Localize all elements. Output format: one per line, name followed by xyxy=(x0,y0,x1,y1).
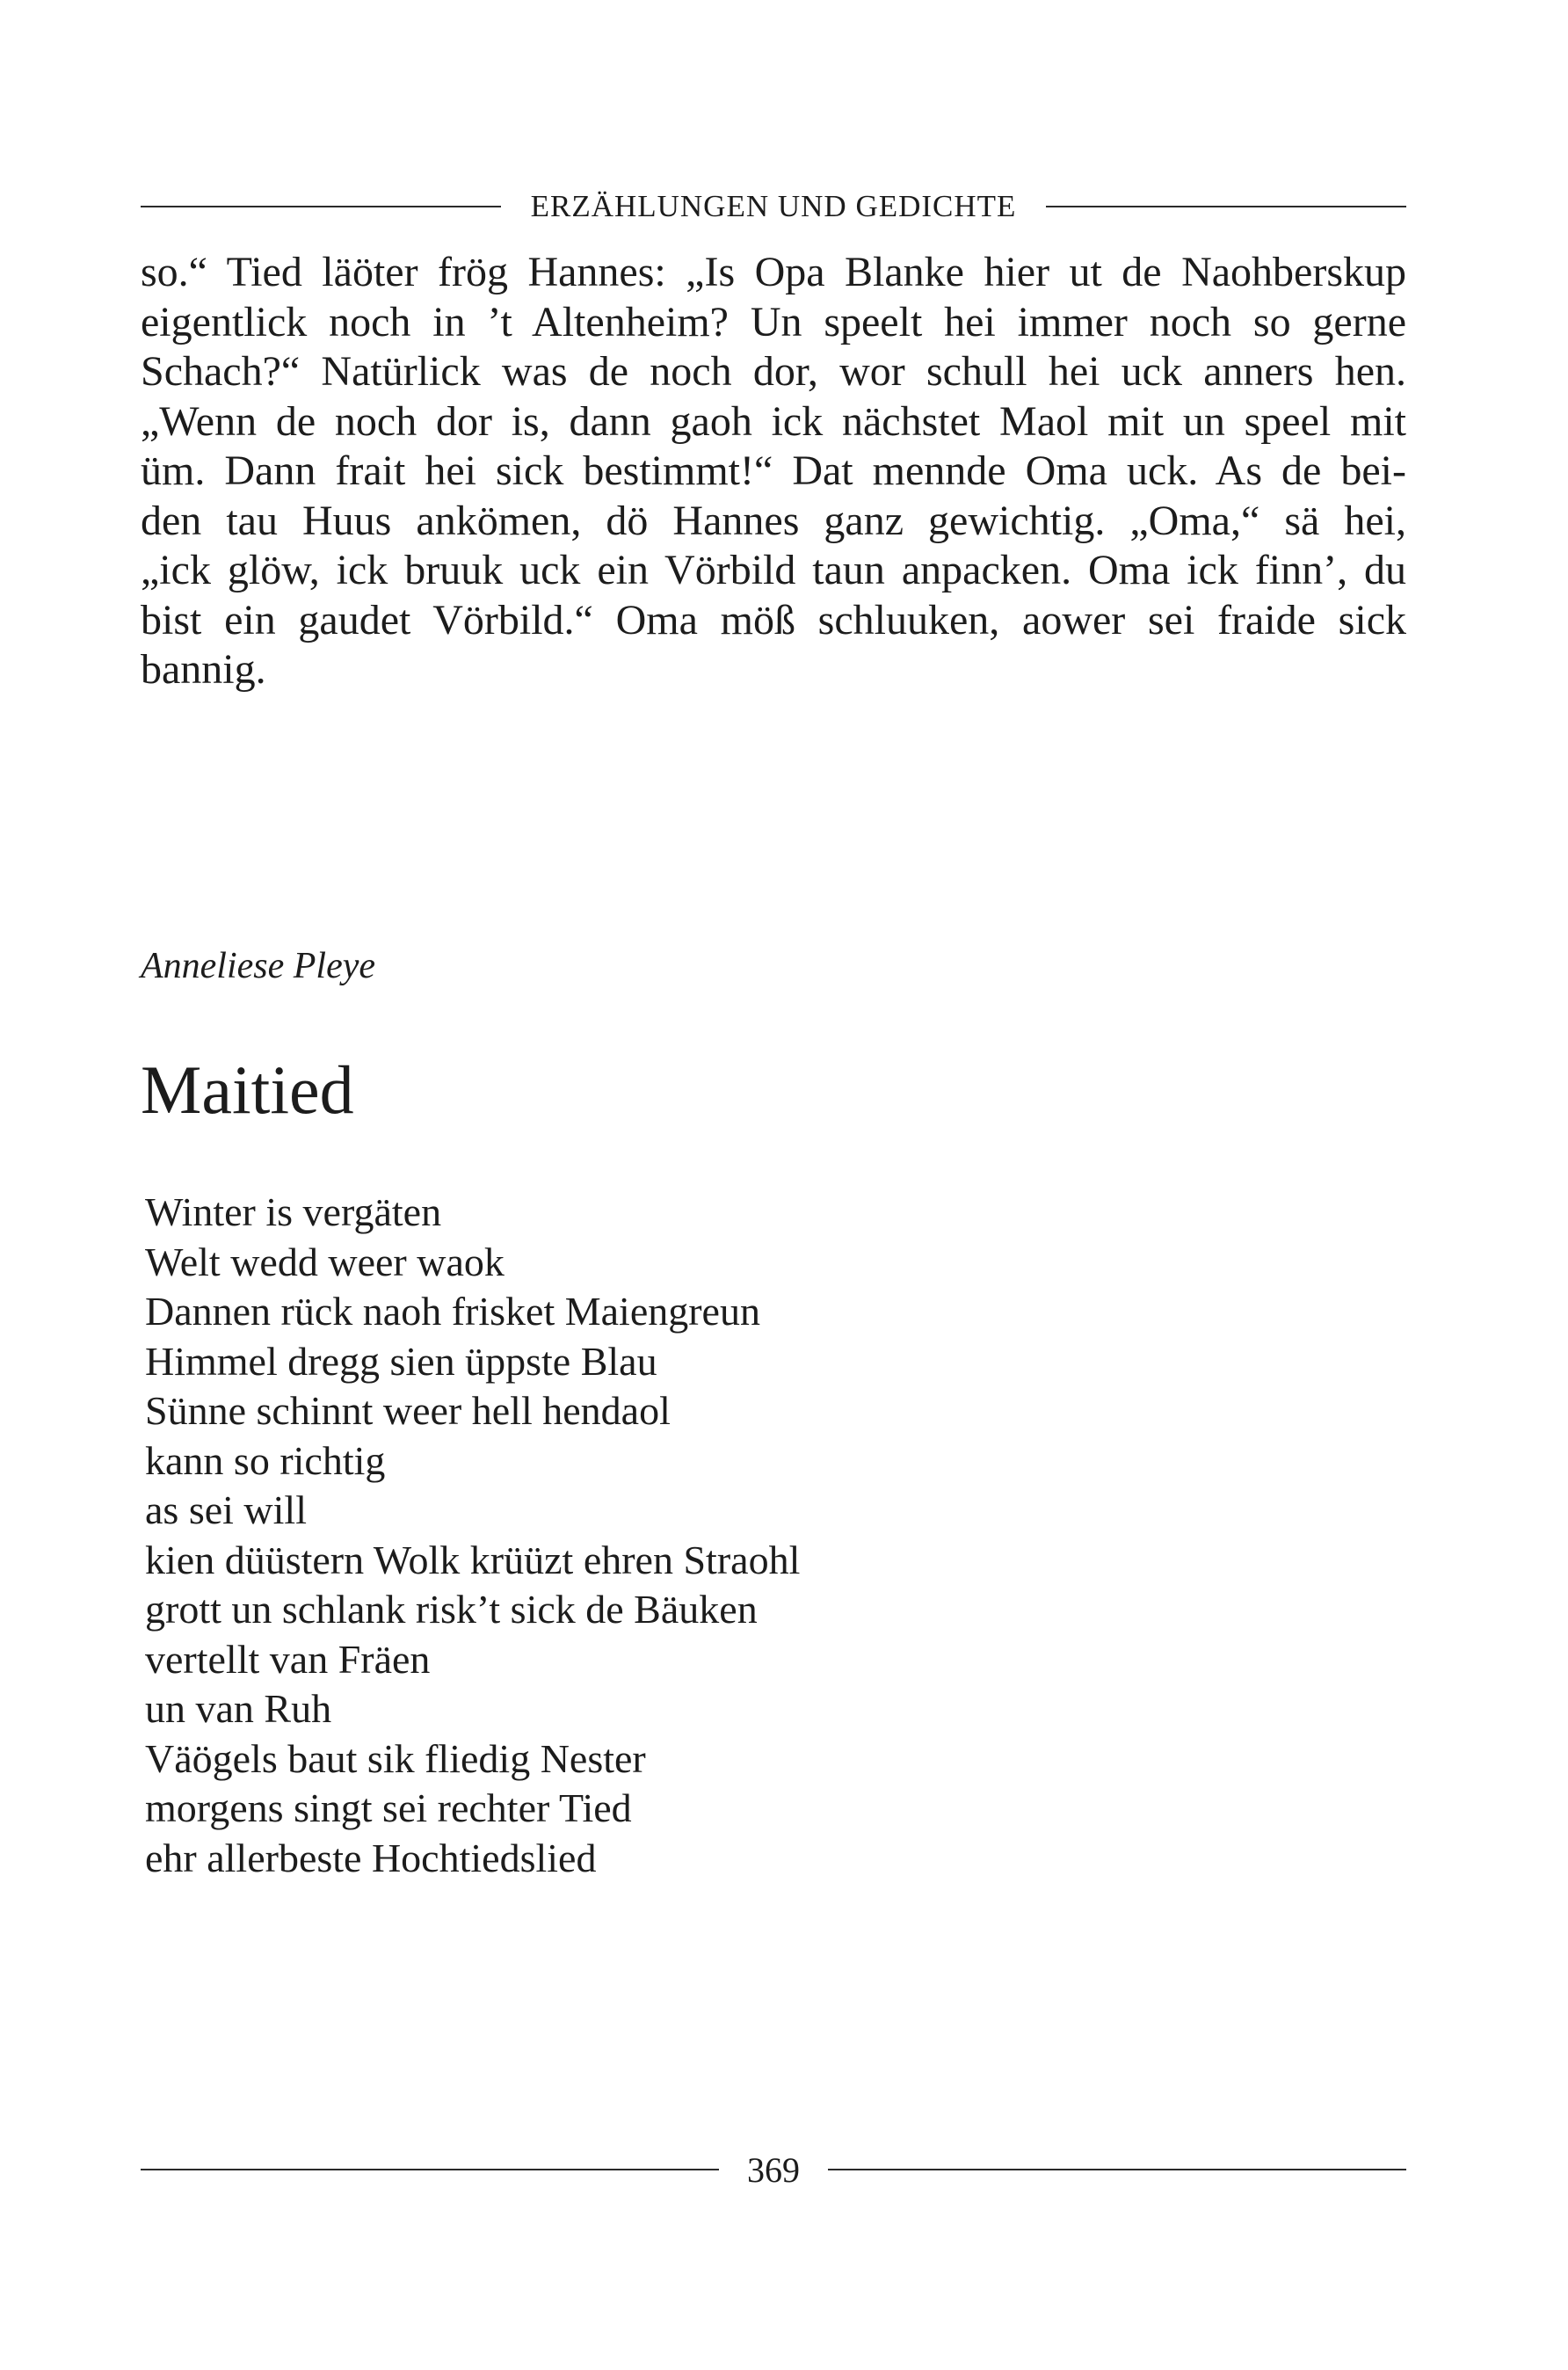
poem-line: un van Ruh xyxy=(145,1686,332,1731)
prose-line: Schach?“ Natürlick was de noch dor, wor schull hei uck anners hen. xyxy=(141,348,1406,395)
footer-rule-right xyxy=(828,2169,1406,2170)
poem-line: Väögels baut sik fliedig Nester xyxy=(145,1735,646,1781)
poem-body xyxy=(145,1188,800,1883)
poem-line: Winter is vergäten xyxy=(145,1189,442,1234)
poem-line: Himmel dregg sien üppste Blau xyxy=(145,1338,657,1384)
poem-line: as sei will xyxy=(145,1487,307,1532)
poem-line: vertellt van Fräen xyxy=(145,1636,431,1682)
page-footer xyxy=(141,2143,1406,2196)
page-number: 369 xyxy=(747,2149,800,2190)
poem-line: Sünne schinnt weer hell hendaol xyxy=(145,1388,671,1433)
footer-rule-left xyxy=(141,2169,719,2170)
poem-line: morgens singt sei rechter Tied xyxy=(145,1785,632,1830)
author-name: Anneliese Pleye xyxy=(141,946,376,986)
prose-line: „Wenn de noch dor is, dann gaoh ick nächstet Maol mit un speel mit xyxy=(141,397,1406,445)
poem-title: Maitied xyxy=(141,1051,354,1128)
poem-line: kien düüstern Wolk krüüzt ehren Straohl xyxy=(145,1537,801,1582)
prose-line: „ick glöw, ick bruuk uck ein Vörbild taun anpacken. Oma ick finn’, du xyxy=(141,547,1406,593)
poem-line: ehr allerbeste Hochtiedslied xyxy=(145,1835,597,1880)
running-head xyxy=(141,185,1406,229)
prose-line: den tau Huus ankömen, dö Hannes ganz gewichtig. „Oma,“ sä hei, xyxy=(141,497,1406,544)
prose-line: bist ein gaudet Vörbild.“ Oma möß schluuken, aower sei fraide sick xyxy=(141,596,1406,643)
prose-line: bannig. xyxy=(141,646,266,693)
poem-line: kann so richtig xyxy=(145,1437,386,1483)
running-head-rule-right xyxy=(1046,206,1406,207)
prose-paragraph xyxy=(141,248,1406,695)
prose-line: üm. Dann frait hei sick bestimmt!“ Dat mennde Oma uck. As de bei- xyxy=(141,447,1406,494)
running-head-rule-left xyxy=(141,206,501,207)
prose-line: so.“ Tied läöter frög Hannes: „Is Opa Blanke hier ut de Naohberskup xyxy=(141,249,1406,295)
running-head-title: ERZÄHLUNGEN UND GEDICHTE xyxy=(530,189,1017,223)
prose-line: eigentlick noch in ’t Altenheim? Un speelt hei immer noch so gerne xyxy=(141,298,1406,345)
poem-line: Dannen rück naoh frisket Maiengreun xyxy=(145,1289,760,1334)
poem-line: Welt wedd weer waok xyxy=(145,1239,505,1284)
poem-line: grott un schlank risk’t sick de Bäuken xyxy=(145,1587,758,1632)
